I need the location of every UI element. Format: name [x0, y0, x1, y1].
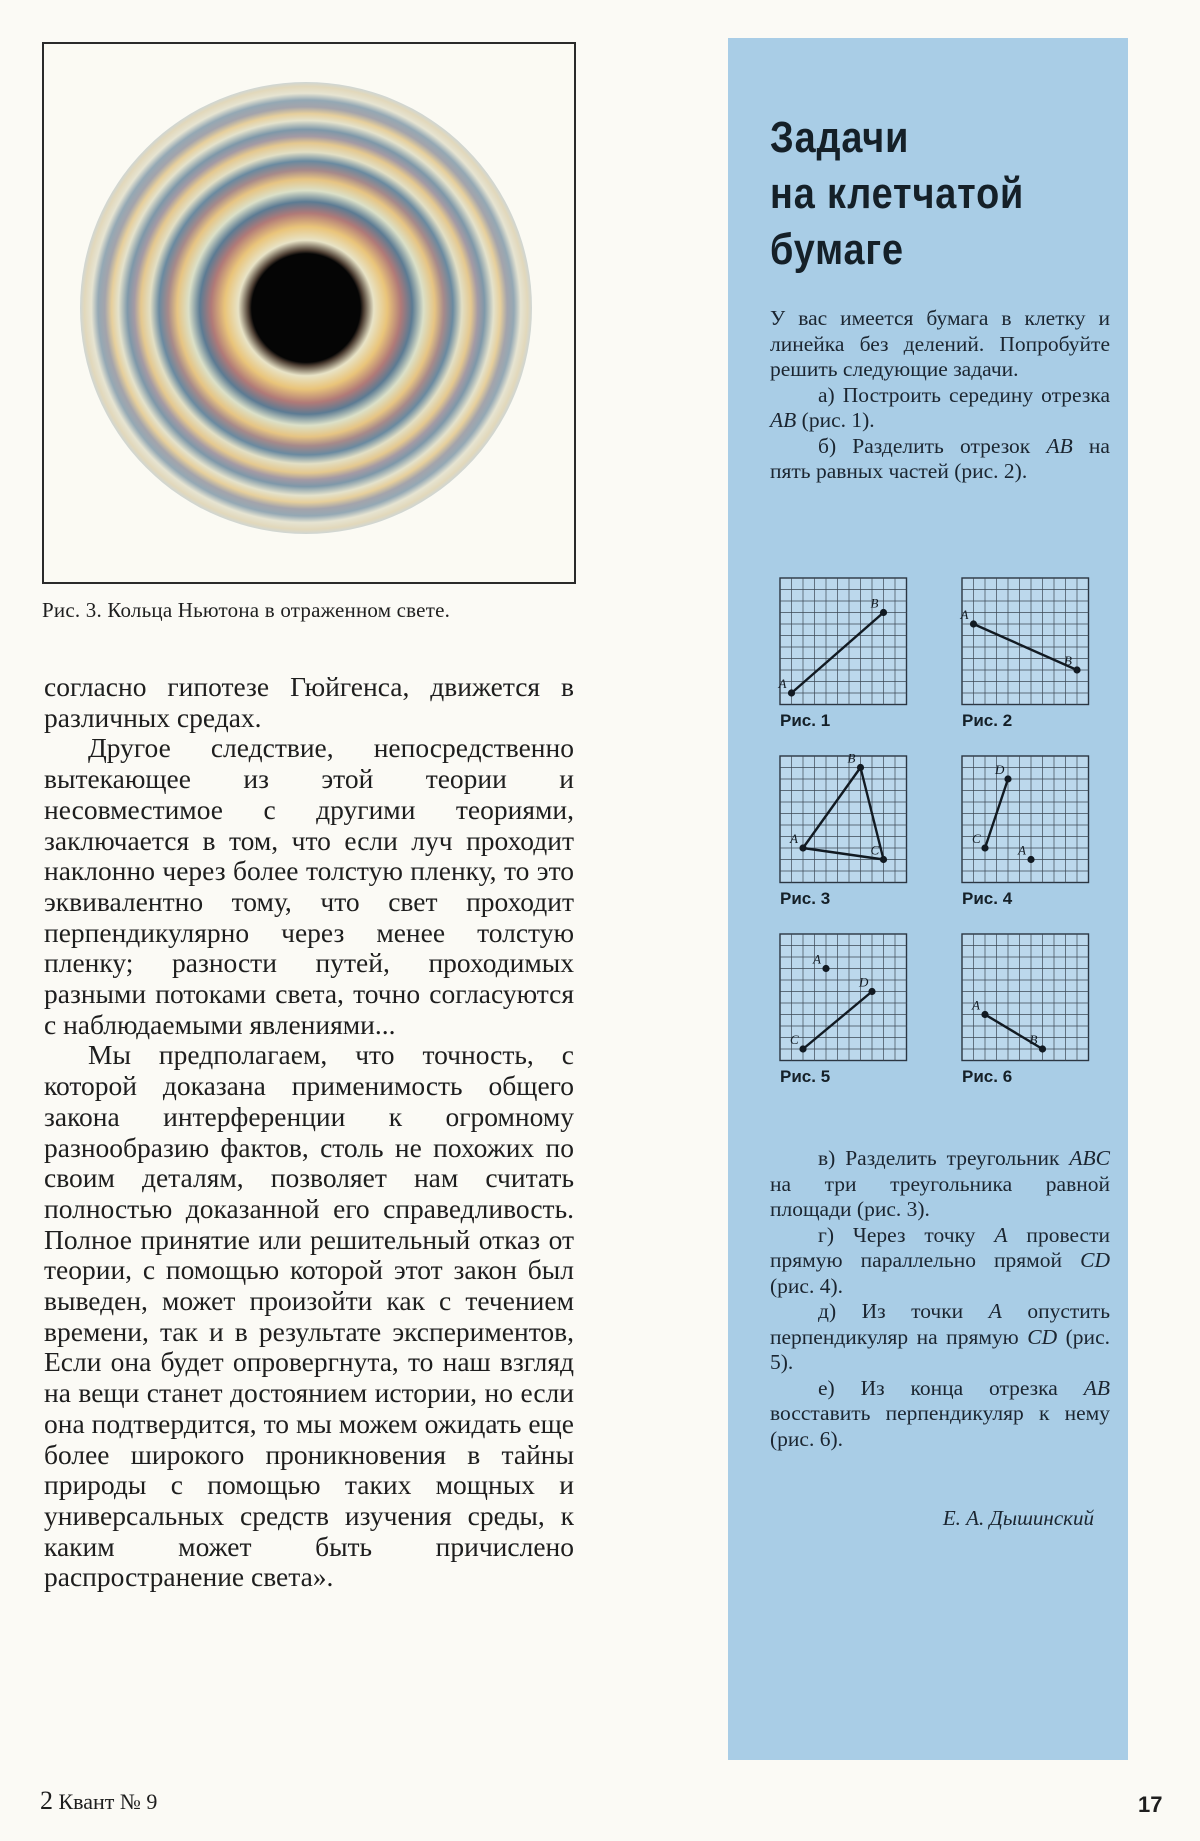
title-line: на клетчатой [770, 169, 1025, 218]
figure-label: Рис. 4 [962, 888, 1013, 908]
point-label: A [813, 951, 821, 967]
point-label: C [790, 1032, 799, 1047]
task-d: д) Из точки A опустить перпендикуляр на прямую CD (рис. 5). [770, 1299, 1110, 1374]
title-line: бумаге [770, 225, 904, 274]
article-paragraph: согласно гипотезе Гюйгенса, движется в различных средах. [44, 671, 574, 733]
point-label: A [972, 997, 980, 1013]
point-a [970, 620, 977, 627]
newton-rings-figure [42, 42, 576, 584]
figure-label: Рис. 5 [780, 1066, 831, 1086]
panel-tasks [770, 1146, 1110, 1452]
title-line: Задачи [770, 113, 910, 162]
grid-figure-2 [960, 578, 1089, 705]
point-label: C [870, 842, 880, 858]
point-d [1004, 775, 1011, 782]
sheet-number: 2 [40, 1786, 53, 1815]
point-label: B [847, 750, 856, 766]
grid-frame [962, 578, 1089, 705]
article-body [44, 672, 574, 1593]
point-label: A [778, 676, 787, 691]
point-label: A [790, 831, 798, 846]
point-c [799, 1045, 806, 1052]
point-label: B [1064, 653, 1072, 668]
newton-rings-image [44, 44, 574, 582]
author: Е. А. Дышинский [942, 1506, 1094, 1530]
point-label: D [995, 762, 1005, 777]
grid-figure-6 [962, 934, 1089, 1061]
point-label: A [1018, 842, 1026, 858]
figure-label: Рис. 6 [962, 1066, 1013, 1086]
journal-name: Квант № 9 [58, 1789, 158, 1814]
point-label: D [859, 974, 869, 990]
point-label: A [960, 607, 969, 622]
point-b [1039, 1045, 1046, 1052]
task-b: б) Разделить отрезок AB на пять равных частей (рис. 2). [770, 433, 1110, 483]
grid-figure-1 [778, 578, 907, 705]
point-a [981, 1011, 988, 1018]
grid-figure-3 [780, 751, 907, 883]
figure-label: Рис. 3 [780, 888, 831, 908]
grid-frame [780, 756, 907, 883]
point-a [1027, 856, 1034, 863]
page-number: 17 [1138, 1792, 1163, 1817]
article-paragraph: Мы предполагаем, что точность, с которой доказана применимость общего закона интерференции к огромному разнообразию фактов, столь не похожих по своим деталям, позволяет нам считать полностью доказанной его справедливость. Полное принятие или решительный отказ от теории, с помощью которой этот закон был выведен, может произойти как с течением времени, так и в результате экспериментов, Если она будет опровергнута, то наш взгляд на вещи станет достоянием истории, но если она подтвердится, то мы можем ожидать еще более широкого проникновения в тайны природы с помощью таких мощных и универсальных средств изучения среды, к каким может быть причислено распространение света». [44, 1039, 574, 1593]
task-a: а) Построить середину отрезка AB (рис. 1). [770, 382, 1110, 432]
intro-text: У вас имеется бумага в клетку и линейка без делений. Попробуйте решить следующие задачи. [770, 306, 1110, 381]
point-b [1073, 666, 1080, 673]
task-g: г) Через точку A провести прямую параллельно прямой CD (рис. 4). [770, 1222, 1110, 1298]
point-b [857, 764, 864, 771]
grid-figure-4 [962, 756, 1089, 883]
point-c [981, 844, 988, 851]
point-label: C [972, 831, 981, 846]
problems-panel [728, 38, 1128, 1760]
point-label: B [1029, 1032, 1038, 1047]
grid-frame [780, 934, 907, 1061]
grid-figures [728, 38, 1128, 1148]
point-a [822, 965, 829, 972]
point-a [799, 844, 806, 851]
figure-label: Рис. 1 [780, 710, 831, 730]
point-label: B [870, 595, 879, 611]
figure-label: Рис. 2 [962, 710, 1013, 730]
grid-frame [962, 934, 1089, 1061]
task-e: е) Из конца отрезка AB восставить перпендикуляр к нему (рис. 6). [770, 1375, 1110, 1451]
point-b [880, 609, 887, 616]
article-paragraph: Другое следствие, непосредственно вытекающее из этой теории и несовместимое с другими теориями, заключается в том, что если луч проходит наклонно через более толстую пленку, то это эквивалентно тому, что свет проходит перпендикулярно через менее толстую пленку; разности путей, проходимых разными потоками света, точно согласуются с наблюдаемыми явлениями... [44, 732, 574, 1040]
grid-figure-5 [780, 934, 907, 1061]
journal-footer [40, 1786, 157, 1816]
task-v: в) Разделить треугольник ABC на три треугольника равной площади (рис. 3). [770, 1146, 1110, 1221]
figure-caption: Рис. 3. Кольца Ньютона в отраженном свете. [42, 598, 451, 622]
point-a [788, 689, 795, 696]
grid-frame [962, 756, 1089, 883]
point-c [880, 856, 887, 863]
point-d [868, 988, 875, 995]
